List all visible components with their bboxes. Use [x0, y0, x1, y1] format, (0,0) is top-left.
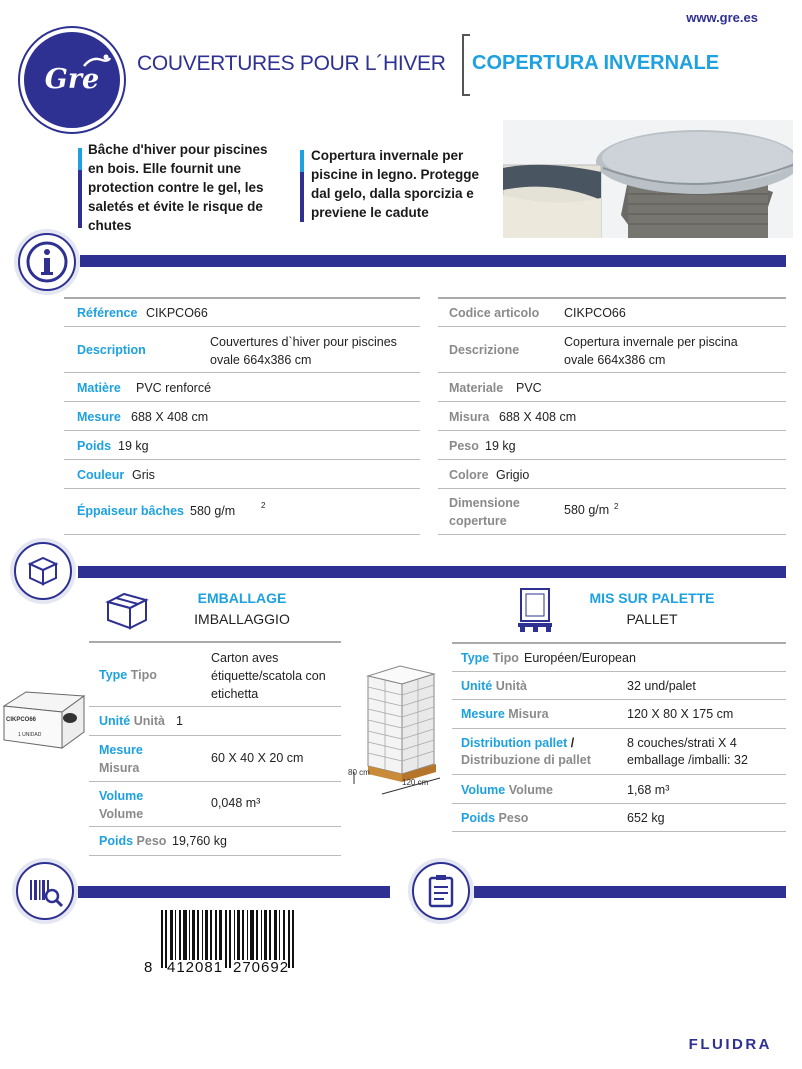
label-it: Unità	[495, 679, 527, 693]
spec-label: Référence	[77, 306, 138, 320]
pallet-value: 1,68 m³	[627, 783, 670, 797]
spec-label: Peso	[449, 439, 479, 453]
documents-section-bar	[474, 886, 786, 898]
pallet-row: Distribution pallet / Distribuzione di pallet 8 couches/strati X 4 emballage /imballi: 32	[452, 729, 786, 775]
pallet-icon	[516, 587, 556, 635]
logo-text: Gre	[44, 64, 100, 95]
spec-row	[64, 402, 420, 431]
label-fr: Type	[99, 668, 128, 682]
pallet-depth-label: 80 cm	[348, 768, 370, 777]
spec-row	[64, 373, 420, 402]
label-fr: Mesure	[461, 707, 505, 721]
pallet-row	[452, 775, 786, 804]
spec-label: Éppaiseur bâches	[77, 504, 184, 518]
pallet-value: 8 couches/strati X 4 emballage /imballi: 32	[627, 736, 748, 767]
packaging-value: 19,760 kg	[172, 834, 227, 848]
label-fr: Volume	[461, 783, 506, 797]
documents-section-badge	[412, 862, 470, 920]
label-it: Volume	[508, 783, 553, 797]
label-fr: Poids	[99, 834, 134, 848]
spec-row	[64, 327, 420, 373]
label-it: Peso	[136, 834, 167, 848]
label-fr: Volume	[99, 789, 144, 803]
intro-fr-line: Bâche d'hiver pour piscines	[88, 142, 268, 157]
packaging-row	[89, 827, 341, 856]
pallet-value: 120 X 80 X 175 cm	[627, 707, 734, 721]
packaging-row	[89, 736, 341, 782]
intro-it	[311, 146, 496, 222]
intro-fr-line: protection contre le gel, les	[88, 180, 264, 195]
carton-unit-label: 1 UNIDAD	[18, 732, 42, 738]
intro-it-line: Copertura invernale per	[311, 148, 464, 163]
spec-value: Gris	[132, 468, 155, 482]
spec-row	[438, 327, 786, 373]
label-it: Distribuzione di pallet	[461, 753, 591, 767]
spec-value: CIKPCO66	[564, 306, 626, 320]
label-fr: Mesure	[99, 743, 143, 757]
info-section-badge	[18, 233, 76, 291]
pallet-row	[452, 644, 786, 672]
label-fr: Unité	[99, 714, 131, 728]
label-it: Unità	[133, 714, 165, 728]
label-it: Tipo	[130, 668, 157, 682]
spec-row	[64, 460, 420, 489]
label-fr: Poids	[461, 811, 496, 825]
spec-value: PVC	[516, 381, 542, 395]
page-title-fr: COUVERTURES POUR L´HIVER	[137, 52, 446, 75]
intro-fr-line: en bois. Elle fournit une	[88, 161, 242, 176]
spec-row	[438, 402, 786, 431]
spec-label: Description	[77, 343, 146, 357]
packaging-row	[89, 782, 341, 827]
packaging-value: 0,048 m³	[211, 796, 261, 810]
label-it: Peso	[498, 811, 529, 825]
packaging-section-badge	[14, 542, 72, 600]
spec-row	[438, 373, 786, 402]
intro-fr-line: chutes	[88, 218, 132, 233]
spec-value: 19 kg	[485, 439, 516, 453]
spec-label: Couleur	[77, 468, 125, 482]
carton-icon	[104, 590, 150, 632]
site-url[interactable]: www.gre.es	[686, 10, 758, 25]
packaging-row	[89, 643, 341, 707]
pallet-illustration	[348, 662, 448, 798]
spec-row	[438, 431, 786, 460]
barcode-search-icon	[18, 864, 72, 918]
intro-fr-line: saletés et évite le risque de	[88, 199, 263, 214]
spec-row	[438, 460, 786, 489]
barcode-section-badge	[16, 862, 74, 920]
pallet-row	[452, 672, 786, 700]
label-fr: Type	[461, 651, 490, 665]
label-fr: Distribution pallet	[461, 736, 568, 750]
pallet-value: 32 und/palet	[627, 679, 696, 693]
spec-value: PVC renforcé	[136, 381, 212, 395]
swimmer-icon	[82, 54, 112, 70]
product-photo	[503, 120, 793, 238]
clipboard-icon	[414, 864, 468, 918]
carton-label: CIKPCO66	[6, 717, 37, 723]
spec-superscript: 2	[614, 502, 619, 511]
intro-it-accent-bar	[300, 150, 304, 222]
intro-it-line: piscine in legno. Protegge	[311, 167, 480, 182]
fluidra-logo: FLUIDRA	[688, 1036, 772, 1053]
pallet-value: Européen/European	[524, 651, 636, 665]
page-title-it: COPERTURA INVERNALE	[472, 52, 720, 74]
spec-label: Materiale	[449, 381, 504, 395]
packaging-heading-fr: EMBALLAGE	[197, 590, 287, 606]
packaging-value: 60 X 40 X 20 cm	[211, 751, 304, 765]
spec-value: 19 kg	[118, 439, 149, 453]
spec-value: 688 X 408 cm	[499, 410, 577, 424]
barcode-group-1: 412081	[167, 959, 224, 976]
packaging-value: Carton aves étiquette/scatola con etichetta	[211, 651, 326, 701]
pallet-width-label: 120 cm	[402, 778, 429, 787]
spec-value: 580 g/m	[564, 503, 610, 517]
spec-label: Misura	[449, 410, 490, 424]
packaging-heading-it: IMBALLAGGIO	[194, 611, 290, 627]
spec-row	[64, 299, 420, 327]
gre-logo	[18, 26, 126, 134]
title-separator	[462, 34, 470, 96]
spec-value: 580 g/m	[190, 504, 236, 518]
intro-it-line: dal gelo, dalla sporcizia e	[311, 186, 474, 201]
info-section-bar	[80, 255, 786, 267]
spec-value: 688 X 408 cm	[131, 410, 209, 424]
pallet-heading-it: PALLET	[626, 611, 678, 627]
spec-label: Mesure	[77, 410, 121, 424]
pallet-value: 652 kg	[627, 811, 665, 825]
spec-label: Codice articolo	[449, 306, 540, 320]
box-icon	[16, 544, 70, 598]
packaging-value: 1	[176, 714, 183, 728]
spec-label: Colore	[449, 468, 489, 482]
info-icon	[20, 235, 74, 289]
spec-row	[64, 489, 420, 535]
label-it: Volume	[99, 807, 144, 821]
spec-value: CIKPCO66	[146, 306, 208, 320]
spec-label: Matière	[77, 381, 121, 395]
intro-fr	[88, 140, 288, 235]
label-it: Tipo	[492, 651, 519, 665]
spec-row	[438, 489, 786, 535]
spec-label: Descrizione	[449, 343, 520, 357]
barcode-section-bar	[78, 886, 390, 898]
spec-label: Dimensione coperture	[449, 496, 520, 528]
spec-row	[438, 299, 786, 327]
spec-label: Poids	[77, 439, 112, 453]
spec-value: Couvertures d`hiver pour piscines ovale 664x386 cm	[210, 335, 397, 367]
spec-superscript: 2	[261, 501, 266, 510]
packaging-row	[89, 707, 341, 736]
intro-fr-accent-bar	[78, 148, 82, 228]
spec-value: Grigio	[496, 468, 530, 482]
label-it: Misura	[508, 707, 549, 721]
label-it: Misura	[99, 761, 140, 775]
pallet-heading-fr: MIS SUR PALETTE	[589, 590, 715, 606]
pallet-row	[452, 804, 786, 832]
packaging-section-bar	[78, 566, 786, 578]
barcode-group-2: 270692	[233, 959, 290, 976]
spec-value: Copertura invernale per piscina ovale 664x386 cm	[564, 335, 738, 367]
spec-row	[64, 431, 420, 460]
barcode-first-digit: 8	[144, 959, 153, 976]
pallet-row	[452, 700, 786, 729]
label-fr: Unité	[461, 679, 493, 693]
intro-it-line: previene le cadute	[311, 205, 429, 220]
